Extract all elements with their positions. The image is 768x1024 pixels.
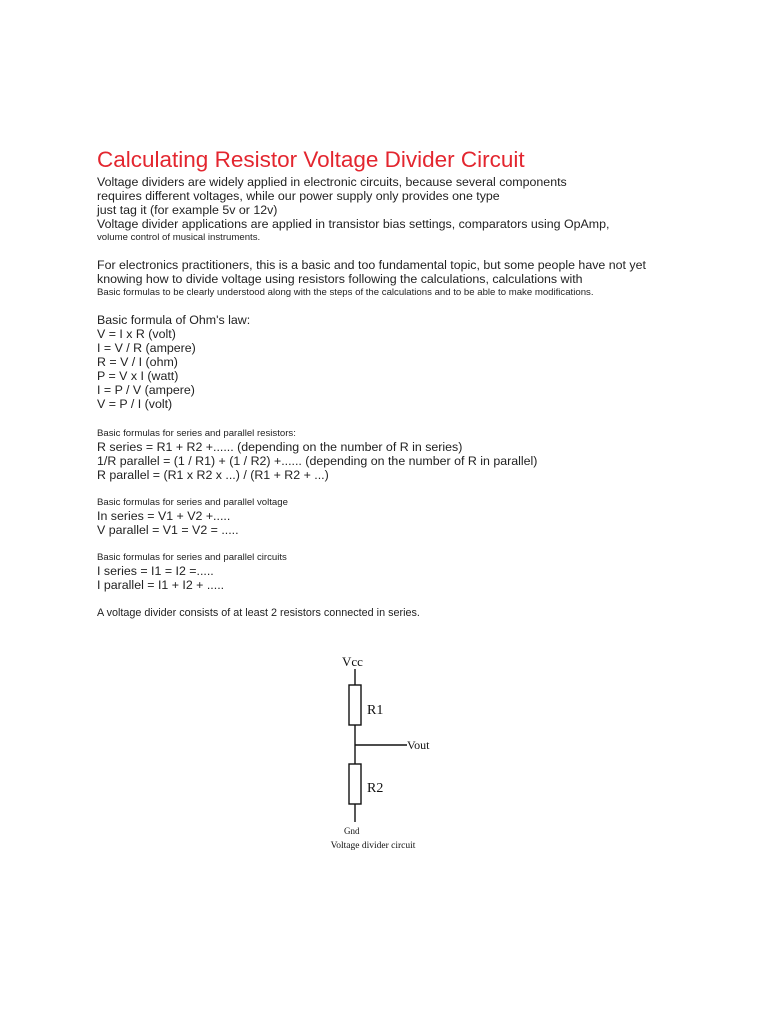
spacer [97,537,717,551]
formula-line: I series = I1 = I2 =..... [97,564,214,578]
conclusion-text: A voltage divider consists of at least 2 resistors connected in series. [97,607,420,619]
vcc-label: Vcc [342,654,363,669]
ohm-section [97,313,717,411]
practitioners-line: For electronics practitioners, this is a basic and too fundamental topic, but some people have not yet [97,258,646,272]
intro-line: requires different voltages, while our power supply only provides one type [97,189,500,203]
formula-line: V parallel = V1 = V2 = ..... [97,523,239,537]
intro-line: just tag it (for example 5v or 12v) [97,203,278,217]
section-heading: Basic formulas for series and parallel resistors: [97,428,296,439]
intro-line: Voltage dividers are widely applied in electronic circuits, because several components [97,175,567,189]
formula-line: I parallel = I1 + I2 + ..... [97,578,225,592]
resistor-r1 [349,685,361,725]
vout-label: Vout [407,738,430,752]
practitioners-line: knowing how to divide voltage using resistors following the calculations, calculations with [97,272,583,286]
r1-label: R1 [367,703,384,718]
formula-line: R series = R1 + R2 +...... (depending on the number of R in series) [97,440,463,454]
formula-line: P = V x I (watt) [97,369,179,383]
resistors-section [97,427,717,482]
spacer [97,244,717,258]
voltage-divider-diagram [320,648,460,848]
figure-caption: Voltage divider circuit [330,841,416,851]
intro-section [97,175,717,244]
formula-line: R parallel = (R1 x R2 x ...) / (R1 + R2 + ...) [97,468,329,482]
document-body [97,146,717,620]
spacer [97,482,717,496]
formula-line: R = V / I (ohm) [97,355,178,369]
page-title: Calculating Resistor Voltage Divider Circuit [97,147,525,172]
intro-line: volume control of musical instruments. [97,232,261,243]
spacer [97,411,717,427]
formula-line: V = P / I (volt) [97,397,173,411]
gnd-label: Gnd [344,826,360,836]
section-heading: Basic formulas for series and parallel voltage [97,497,288,508]
intro-line: Voltage divider applications are applied in transistor bias settings, comparators using OpAmp, [97,217,610,231]
section-heading: Basic formula of Ohm's law: [97,313,251,327]
circuits-section [97,551,717,592]
resistor-r2 [349,764,361,804]
formula-line: I = V / R (ampere) [97,341,196,355]
voltage-section [97,496,717,537]
formula-line: V = I x R (volt) [97,327,176,341]
practitioners-section [97,258,717,299]
formula-line: In series = V1 + V2 +..... [97,509,231,523]
practitioners-line: Basic formulas to be clearly understood along with the steps of the calculations and to be able to make modifications. [97,287,594,298]
spacer [97,299,717,313]
formula-line: I = P / V (ampere) [97,383,195,397]
voltage-divider-figure [320,648,460,858]
r2-label: R2 [367,781,384,796]
formula-line: 1/R parallel = (1 / R1) + (1 / R2) +...... (depending on the number of R in parallel) [97,454,538,468]
spacer [97,592,717,606]
section-heading: Basic formulas for series and parallel circuits [97,552,287,563]
